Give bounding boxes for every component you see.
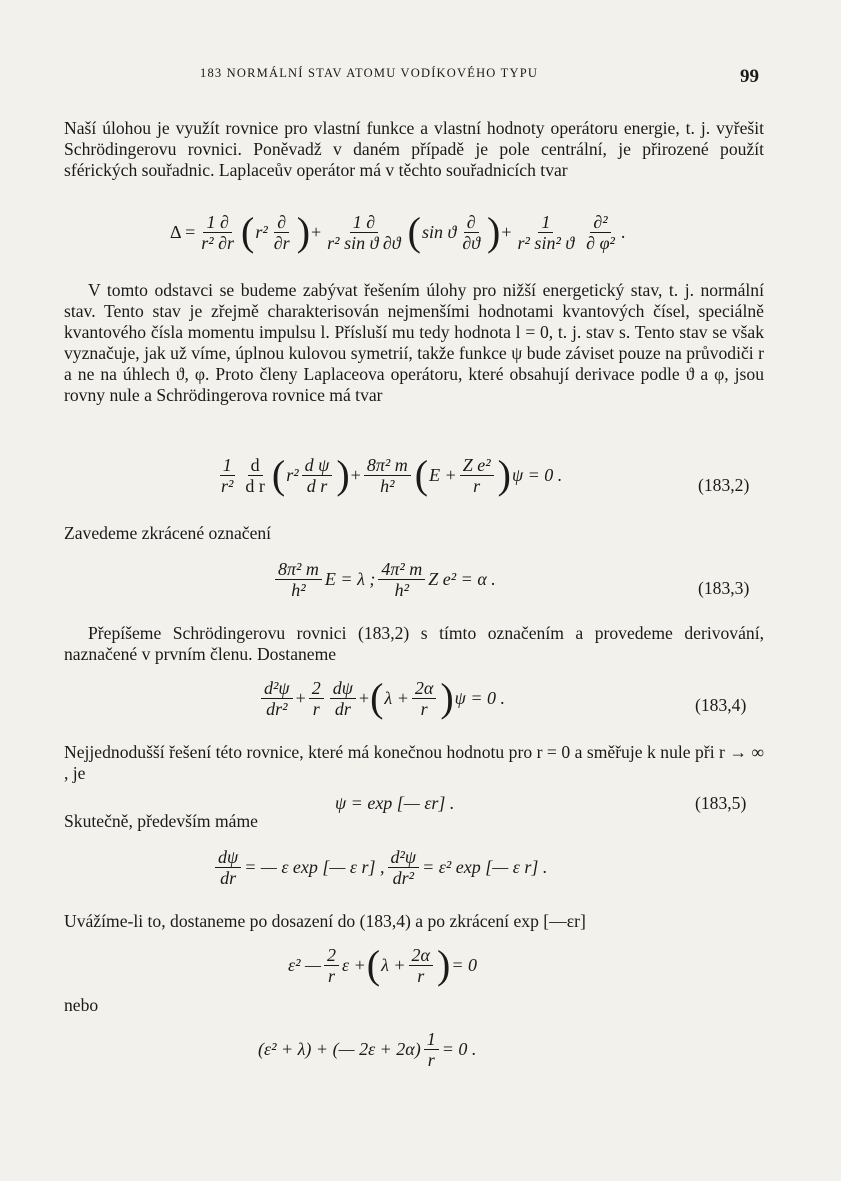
fraction: $\frac{1}{\text{r² sin² ϑ}}$ (517, 211, 575, 253)
paragraph-indeed: Skutečně, především máme (64, 811, 258, 831)
equation-183-2: $\frac{1}{\text{r²}}$ $\frac{d}{\text{d r}}$ ( r² $\frac{\text{d ψ}}{\text{d r}}$ ) + $\frac{\text{8π² m}}{\text{h²}}$ ( E + $\frac{\text{Z e²}}{r}$ ) ψ = 0 . (221, 452, 563, 497)
equation-number: (183,3) (698, 578, 750, 598)
page-number: 99 (740, 66, 759, 87)
paragraph-substitution: Uvážíme-li to, dostaneme po dosazení do (183,4) a po zkrácení exp [—εr] (64, 911, 586, 931)
equation-183-5: ψ = exp [— εr] . (335, 793, 455, 813)
eq-lhs: Δ = (170, 221, 196, 242)
equation-number: (183,4) (695, 695, 747, 715)
equation-epsilon: ε² — $\frac{2}{r}$ ε + ( λ + $\frac{2\alpha}{r}$ ) = 0 (288, 942, 477, 987)
paragraph-rewrite: Přepíšeme Schrödingerovu rovnici (183,2) s tímto označením a provedeme derivování, naznačené v prvním členu. Dostaneme (64, 623, 764, 664)
paragraph-normal-state: V tomto odstavci se budeme zabývat řešením úlohy pro nižší energetický stav, t. j. normální stav. Tento stav je zřejmě charakterisován nejmenšími hodnotami kvantových čísel, speciálně kvantového čísla momentu impulsu l. Přísluší mu tedy hodnota l = 0, t. j. stav s. Tento stav se však vyznačuje, jak už víme, úplnou kulovou symetrií, takže funkce ψ bude záviset pouze na průvodiči r a ne na úhlech ϑ, φ. Proto členy Laplaceova operátoru, které obsahují derivace podle ϑ a φ, jsou rovny nule a Schrödingerova rovnice má tvar (64, 280, 764, 405)
equation-final: (ε² + λ) + (— 2ε + 2α) $\frac{1}{r}$ = 0 . (258, 1029, 477, 1070)
equation-number: (183,5) (695, 793, 747, 813)
equation-derivatives: $\frac{d\psi}{dr}$ = — ε exp [— ε r] , $\frac{\text{d²ψ}}{\text{dr²}}$ = ε² exp [— ε r] . (212, 848, 547, 887)
fraction: $\frac{\partial}{\partial r}$ (273, 211, 290, 253)
paragraph-abbrev: Zavedeme zkrácené označení (64, 523, 272, 543)
paragraph-intro: Naší úlohou je využít rovnice pro vlastní funkce a vlastní hodnoty operátoru energie, t. j. vyřešit Schrödingerovu rovnici. Poněvadž v daném případě je pole centrální, je přirozené použít sférických souřadnic. Laplaceův operátor má v těchto souřadnicích tvar (64, 118, 764, 180)
fraction: $\frac{1 \partial}{\text{r² ∂r}}$ (201, 211, 235, 253)
equation-number: (183,2) (698, 475, 750, 495)
running-title: 183 NORMÁLNÍ STAV ATOMU VODÍKOVÉHO TYPU (200, 66, 539, 80)
fraction: $\frac{\partial}{\partial ϑ}$ (462, 211, 481, 253)
fraction: $\frac{1 \partial}{\text{r² sin ϑ ∂ϑ}}$ (327, 211, 401, 253)
paragraph-simplest-solution: Nejjednodušší řešení této rovnice, které má konečnou hodnotu pro r = 0 a směřuje k nule při r → ∞ , je (64, 742, 764, 783)
fraction: $\frac{\text{∂²}}{\text{∂ φ²}}$ (586, 211, 615, 253)
paragraph-or: nebo (64, 995, 99, 1015)
equation-183-3: $\frac{\text{8π² m}}{\text{h²}}$ E = λ ; $\frac{\text{4π² m}}{\text{h²}}$ Z e² = α . (272, 560, 496, 599)
equation-laplace: Δ = $\frac{1 \partial}{\text{r² ∂r}}$ ( r² $\frac{\partial}{\partial r}$ ) + $\frac{1 \partial}{\text{r² sin ϑ ∂ϑ}}$ ( sin ϑ $\frac{\partial}{\partial ϑ}$ ) + $\frac{1}{\text{r² sin² ϑ}}$ $\frac{\text{∂²}}{\text{∂ φ²}}$ . (170, 209, 626, 254)
equation-183-4: $\frac{\text{d²ψ}}{\text{dr²}}$ + $\frac{2}{r}$ $\frac{d\psi}{dr}$ + ( λ + $\frac{2\alpha}{r}$ ) ψ = 0 . (258, 678, 505, 718)
